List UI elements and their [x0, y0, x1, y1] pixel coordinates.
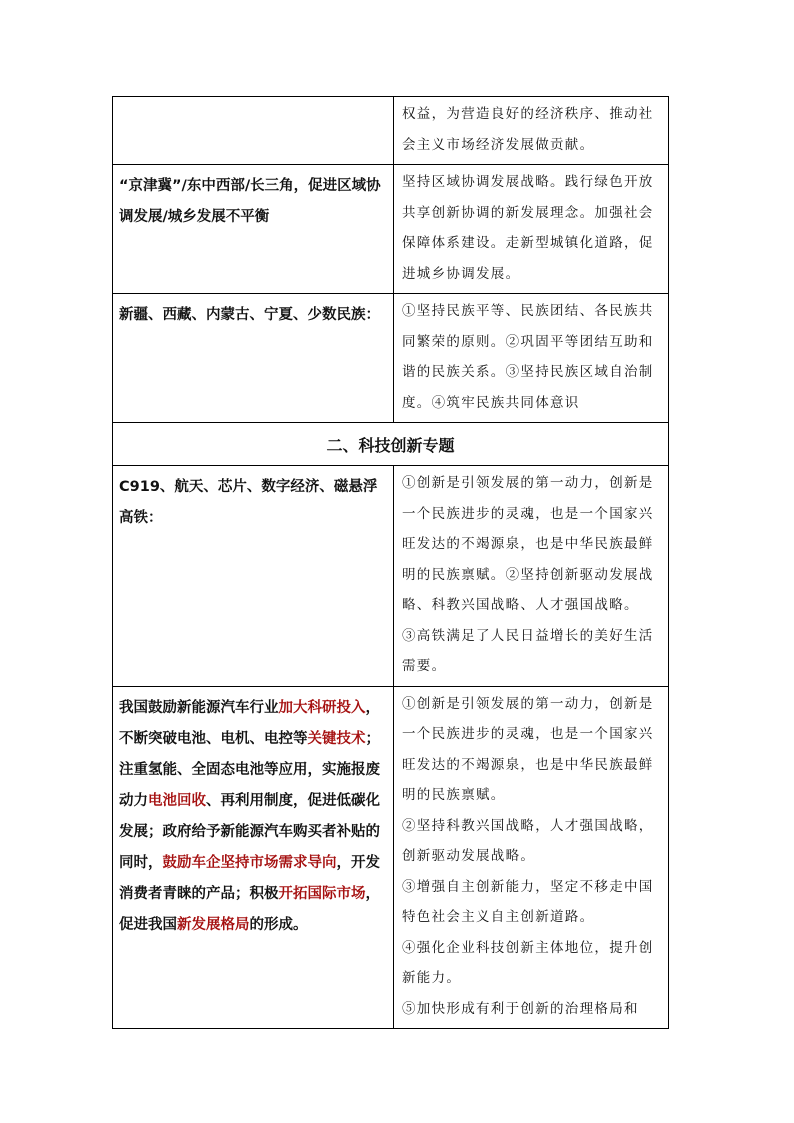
row-answer	[394, 294, 669, 423]
topic-segment: 的形成。	[249, 916, 308, 933]
row-topic: 新疆、西藏、内蒙古、宁夏、少数民族：	[113, 294, 394, 423]
topic-segment: ，不断突破电池、电机、电控等	[119, 699, 380, 747]
answer-paragraph: ③增强自主创新能力，坚定不移走中国特色社会主义自主创新道路。	[402, 878, 654, 925]
keyword-highlight: 关键技术	[307, 730, 366, 747]
row-topic: “京津冀”/东中西部/长三角，促进区域协调发展/城乡发展不平衡	[113, 165, 394, 294]
keyword-highlight: 鼓励车企坚持市场需求导向	[162, 854, 337, 871]
answer-paragraph: ⑤加快形成有利于创新的治理格局和	[402, 1000, 639, 1017]
answer-paragraph: ①创新是引领发展的第一动力，创新是一个民族进步的灵魂，也是一个国家兴旺发达的不竭源泉，也是中华民族最鲜明的民族禀赋。②坚持创新驱动发展战略、科教兴国战略、人才强国战略。	[402, 475, 654, 613]
content-table	[112, 96, 669, 1029]
table-row	[113, 165, 669, 294]
keyword-highlight: 开拓国际市场	[278, 885, 366, 902]
answer-paragraph: ②坚持科教兴国战略，人才强国战略，创新驱动发展战略。	[402, 817, 654, 864]
topic-segment: 我国鼓励新能源汽车行业	[119, 699, 279, 716]
topic-segment: ；注重氢能、全固态电池等应用，实施报废动力	[119, 730, 380, 809]
keyword-highlight: 新发展格局	[177, 916, 250, 933]
row-topic	[113, 97, 394, 165]
table-row	[113, 466, 669, 687]
answer-paragraph: ④强化企业科技创新主体地位，提升创新能力。	[402, 939, 654, 986]
topic-segment: ，促进我国	[119, 885, 380, 933]
answer-paragraph: 坚持区域协调发展战略。践行绿色开放共享创新协调的新发展理念。加强社会保障体系建设。走新型城镇化道路，促进城乡协调发展。	[402, 174, 654, 282]
row-answer	[394, 466, 669, 687]
table-row	[113, 294, 669, 423]
row-answer	[394, 165, 669, 294]
keyword-highlight: 加大科研投入	[278, 699, 366, 716]
section-header: 二、科技创新专题	[113, 423, 669, 466]
section-header-row	[113, 423, 669, 466]
answer-paragraph: 权益，为营造良好的经济秩序、推动社会主义市场经济发展做贡献。	[402, 106, 654, 153]
row-topic-highlighted	[113, 686, 394, 1029]
row-answer	[394, 686, 669, 1029]
table-row	[113, 686, 669, 1029]
topic-segment: ，开发消费者青睐的产品；积极	[119, 854, 380, 902]
table-row	[113, 97, 669, 165]
keyword-highlight: 电池回收	[148, 792, 206, 809]
row-answer	[394, 97, 669, 165]
answer-paragraph: ③高铁满足了人民日益增长的美好生活需要。	[402, 627, 654, 674]
topic-segment: 、再利用制度，促进低碳化发展；政府给予新能源汽车购买者补贴的同时，	[119, 792, 380, 871]
answer-paragraph: ①坚持民族平等、民族团结、各民族共同繁荣的原则。②巩固平等团结互助和谐的民族关系。③坚持民族区域自治制度。④筑牢民族共同体意识	[402, 303, 654, 411]
answer-paragraph: ①创新是引领发展的第一动力，创新是一个民族进步的灵魂，也是一个国家兴旺发达的不竭源泉，也是中华民族最鲜明的民族禀赋。	[402, 695, 654, 803]
row-topic: C919、航天、芯片、数字经济、磁悬浮高铁：	[113, 466, 394, 687]
